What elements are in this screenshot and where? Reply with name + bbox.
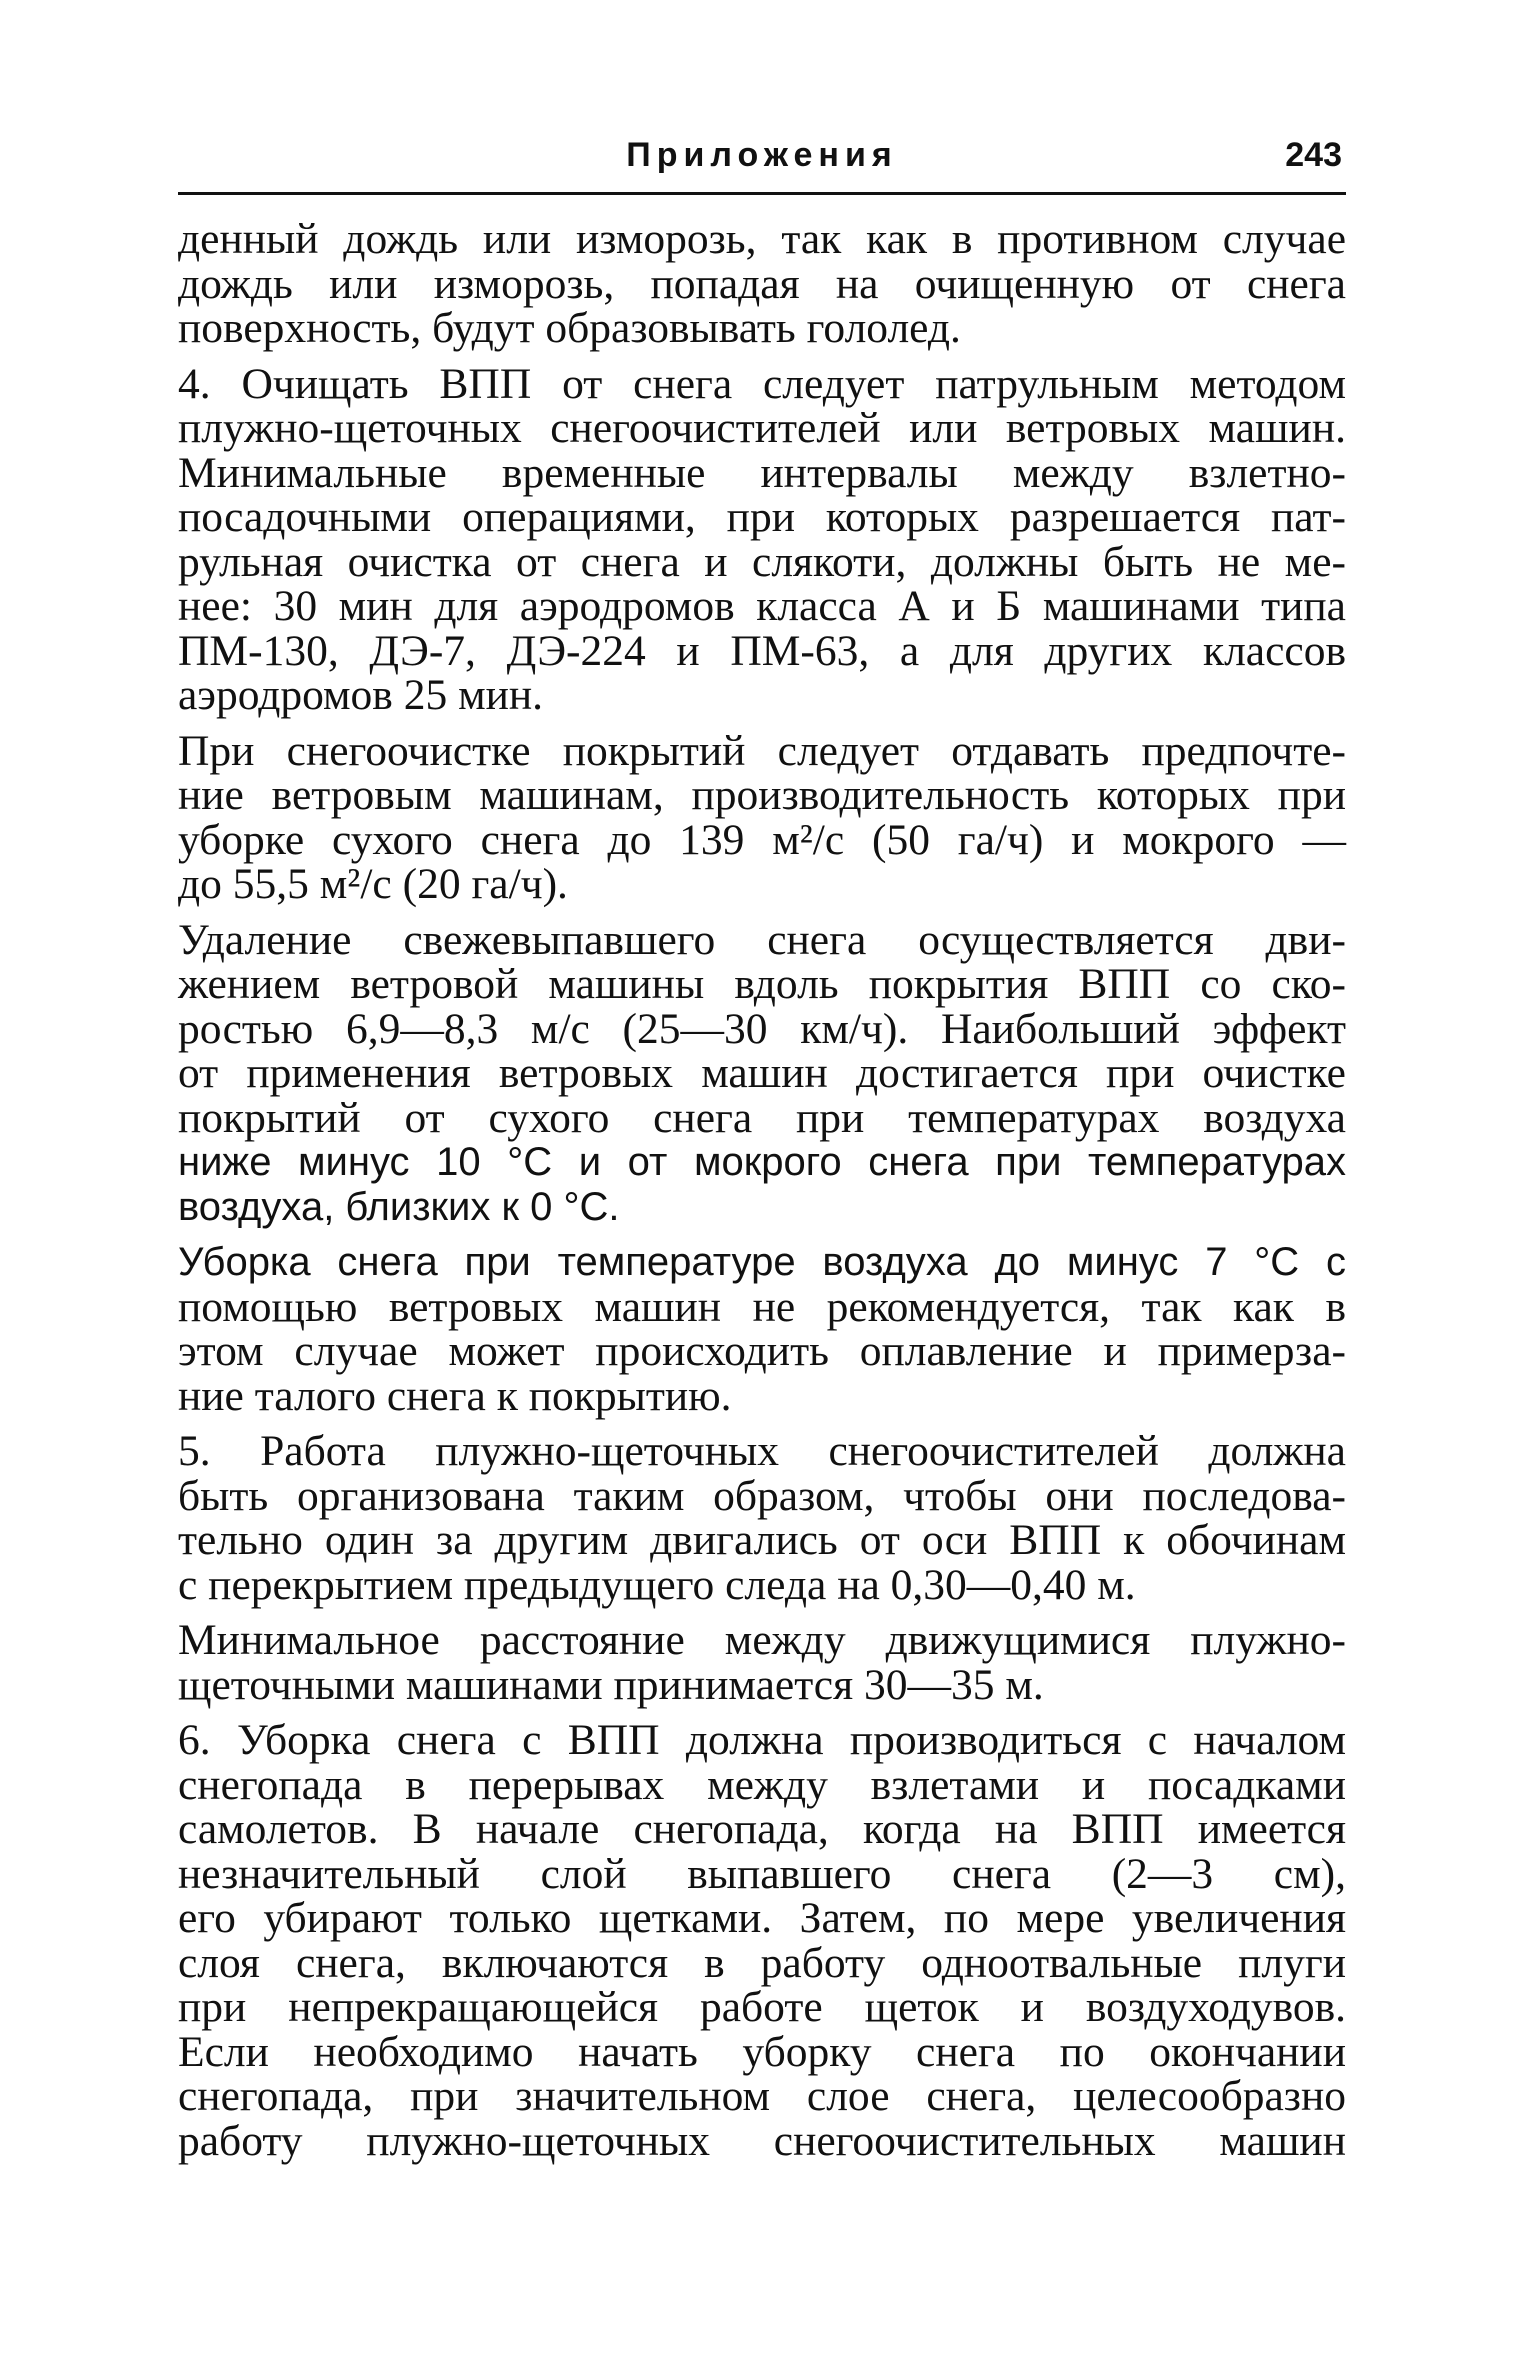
text-line: Удаление свежевыпавшего снега осуществляется дви- [178,915,1346,964]
text-line: рульная очистка от снега и слякоти, должны быть не ме- [178,537,1346,586]
body-text [178,217,1346,2163]
text-line: быть организована таким образом, чтобы они последова- [178,1471,1346,1520]
text-line: ние талого снега к покрытию. [178,1371,732,1420]
text-line: ние ветровым машинам, производительность которых при [178,771,1346,819]
text-line: помощью ветровых машин не рекомендуется, так как в [178,1282,1346,1331]
paragraph-continuation [178,217,1346,351]
text-line: 6. Уборка снега с ВПП должна производиться с началом [178,1716,1346,1764]
text-line: от применения ветровых машин достигается при очистке [178,1049,1346,1097]
text-line: щеточными машинами принимается 30—35 м. [178,1660,1044,1709]
paragraph-item-4 [178,359,1346,719]
running-title: Приложения [626,136,898,174]
paragraph-item-6 [178,1718,1346,2163]
text-line: ниже минус 10 °С и от мокрого снега при температурах [178,1140,1346,1184]
text-line: денный дождь или изморозь, так как в противном случае [178,215,1346,263]
text-line: воздуха, близких к 0 °С. [178,1184,620,1229]
text-line: слоя снега, включаются в работу одноотвальные плуги [178,1938,1346,1987]
text-line: аэродромов 25 мин. [178,671,544,719]
text-line: самолетов. В начале снегопада, когда на ВПП имеется [178,1805,1346,1853]
text-line: поверхность, будут образовывать гололед. [178,304,961,352]
text-line: Минимальное расстояние между движущимися плужно- [178,1616,1346,1664]
running-header [178,130,1346,195]
text-line: дождь или изморозь, попадая на очищенную от снега [178,259,1346,308]
paragraph-temperature-note [178,1240,1346,1418]
paragraph-wind-machines [178,726,1346,908]
paragraph-item-5 [178,1429,1346,1607]
text-line: этом случае может происходить оплавление и примерза- [178,1327,1346,1375]
text-line: При снегоочистке покрытий следует отдавать предпочте- [178,726,1346,775]
paragraph-min-distance [178,1618,1346,1707]
text-line: покрытий от сухого снега при температурах воздуха [178,1093,1346,1142]
text-line: Минимальные временные интервалы между взлетно- [178,448,1346,497]
text-line: уборке сухого снега до 139 м²/с (50 га/ч) и мокрого — [178,815,1346,864]
text-line: его убирают только щетками. Затем, по мере увеличения [178,1894,1346,1942]
text-line: ростью 6,9—8,3 м/с (25—30 км/ч). Наибольший эффект [178,1004,1346,1053]
text-line: тельно один за другим двигались от оси ВПП к обочинам [178,1516,1346,1564]
text-line: 4. Очищать ВПП от снега следует патрульным методом [178,359,1346,408]
page-number: 243 [1285,136,1342,174]
text-line: жением ветровой машины вдоль покрытия ВПП со ско- [178,960,1346,1008]
text-line: работу плужно-щеточных снегоочистительных машин [178,2116,1346,2165]
text-line: до 55,5 м²/с (20 га/ч). [178,860,568,908]
text-line: снегопада, при значительном слое снега, целесообразно [178,2072,1346,2120]
text-line: Если необходимо начать уборку снега по окончании [178,2027,1346,2076]
text-line: с перекрытием предыдущего следа на 0,30—0,40 м. [178,1560,1136,1609]
text-line: Уборка снега при температуре воздуха до минус 7 °С с [178,1240,1346,1284]
book-page [178,130,1346,2174]
text-line: при непрекращающейся работе щеток и воздуходувов. [178,1983,1346,2031]
text-line: 5. Работа плужно-щеточных снегоочистителей должна [178,1427,1346,1475]
text-line: нее: 30 мин для аэродромов класса А и Б машинами типа [178,582,1346,630]
paragraph-fresh-snow-removal [178,915,1346,1230]
text-line: ПМ-130, ДЭ-7, ДЭ-224 и ПМ-63, а для других классов [178,626,1346,675]
text-line: посадочными операциями, при которых разрешается пат- [178,493,1346,541]
text-line: плужно-щеточных снегоочистителей или ветровых машин. [178,404,1346,452]
text-line: незначительный слой выпавшего снега (2—3 см), [178,1849,1346,1898]
text-line: снегопада в перерывах между взлетами и посадками [178,1760,1346,1809]
